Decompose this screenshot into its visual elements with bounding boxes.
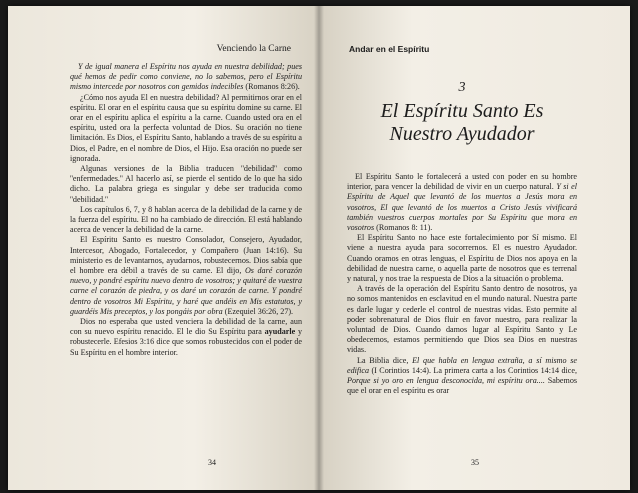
chapter-title-line-2: Nuestro Ayudador	[389, 123, 535, 145]
paragraph	[347, 172, 577, 233]
paragraph	[70, 235, 302, 317]
left-page	[8, 6, 319, 490]
text-segment: (Romanos 8:26).	[243, 82, 300, 92]
paragraph	[347, 233, 577, 284]
text-segment: El Espíritu Santo es nuestro Consolador, Consejero, Ayudador, Intercesor, Abogado, Fortalecedor, y Compañero (Juan 14:16). Su ministerio es de levantarnos, ayudarnos, robustecernos. Dios sabía que el hombre era débil a través de su carne. El dijo,	[70, 235, 302, 276]
paragraph	[70, 164, 302, 205]
italic-text-segment: Y si el Espíritu de Aquel que levantó de los muertos a Jesús mora en vosotros, El que levantó de los muertos a Cristo Jesús vivificará también vuestros cuerpos mortales por Su Espíritu que mora en vosotros	[347, 182, 577, 233]
left-body-text	[70, 62, 302, 358]
paragraph	[70, 317, 302, 358]
right-page-number: 35	[471, 458, 479, 467]
chapter-title	[347, 100, 577, 146]
right-page	[319, 6, 630, 490]
text-segment: (Ezequiel 36:26, 27).	[222, 306, 294, 316]
text-segment: El Espíritu Santo le fortalecerá a usted con poder en su hombre interior, para vencer la debilidad de vivir en un cuerpo natural.	[347, 172, 577, 192]
text-segment: Los capítulos 6, 7, y 8 hablan acerca de la debilidad de la carne y de la fuerza del espíritu. El no ha cambiado de dirección. El está hablando acerca de vencer la debilidad de la carne.	[70, 204, 302, 235]
text-segment: (Romanos 8: 11).	[374, 223, 433, 233]
text-segment: Algunas versiones de la Biblia traducen ''debilidad'' como ''enfermedades.'' Al hacerlo así, se pierde el sentido de lo que ha sido dicho. La palabra griega es singular y debe ser traducida como ''debilidad.''	[70, 164, 302, 204]
text-segment: (I Corintios 14:4). La primera carta a los Corintios 14:14 dice,	[369, 365, 577, 375]
paragraph	[347, 284, 577, 355]
text-segment: ayudarle	[264, 327, 296, 337]
left-page-number: 34	[208, 458, 216, 467]
paragraph	[347, 356, 577, 397]
italic-text-segment: Y de igual manera el Espíritu nos ayuda en nuestra debilidad; pues qué hemos de pedir como conviene, no lo sabemos, pero el Espíritu mismo intercede por nosotros con gemidos indecibles	[70, 62, 302, 92]
italic-text-segment: El que habla en lengua extraña, a sí mismo se edifica	[347, 355, 577, 375]
text-segment: A través de la operación del Espíritu Santo dentro de nosotros, ya no somos mantenidos en esclavitud en el mundo natural. Nuestra parte es darle lugar y cederle el control de nuestras vidas. Esto permite al poder sobrenatural de Dios fluir en favor nuestro, para realizar la voluntad de Dios. Cuando damos lugar al Espíritu Santo y Le obedecemos, estamos permitiendo que Dios sea Dios en nuestras vidas.	[347, 284, 577, 355]
book-spread	[8, 6, 630, 490]
text-segment: ¿Cómo nos ayuda El en nuestra debilidad? Al permitirnos orar en el espíritu. El orar en el espíritu causa que su espíritu domine su carne. El orar en el espíritu aplica el espíritu a la carne. Cuando usted ora en el espíritu, usted ora la perfecta voluntad de Dios. Su oración no tiene limitación. Es Dios, el Espíritu Santo, hablando a través de su espíritu a Dios, el Padre, en el nombre de Dios, el Hijo. Esa oración no puede ser ignorada.	[70, 92, 302, 163]
italic-text-segment: Os daré corazón nuevo, y pondré espíritu nuevo dentro de vosotros; y quitaré de vuestra carne el corazón de piedra, y os daré un corazón de carne. Y pondré dentro de vosotros Mi Espíritu, y haré que andéis en Mis estatutos, y guardéis Mis preceptos, y los pongáis por obra	[70, 266, 302, 316]
italic-text-segment: Porque si yo oro en lengua desconocida, mi espíritu ora....	[347, 376, 545, 386]
paragraph	[70, 62, 302, 93]
text-segment: La Biblia dice,	[357, 355, 413, 365]
right-body-text	[347, 172, 577, 396]
paragraph	[70, 93, 302, 164]
text-segment: y robustecerle. Efesios 3:16 dice que somos robustecidos con el poder de Su Espíritu en el hombre interior.	[70, 327, 302, 357]
chapter-number: 3	[458, 80, 466, 95]
left-running-head: Venciendo la Carne	[216, 44, 291, 54]
book-gutter	[314, 6, 324, 490]
text-segment: El Espíritu Santo no hace este fortalecimiento por Sí mismo. El viene a nuestra ayuda para socorrernos. El es nuestro Ayudador. Cuando oramos en otras lenguas, el Espíritu de Dios nos apoya en la debilidad de nuestra carne, o aquella parte de nosotros que es terrenal y natural, y nos trae la respuesta de Dios a la situación o problema.	[347, 233, 577, 284]
chapter-title-line-1: El Espíritu Santo Es	[380, 100, 544, 122]
right-running-head: Andar en el Espíritu	[349, 44, 430, 54]
text-segment: Sabemos que el orar en el espíritu es orar	[347, 376, 578, 396]
paragraph	[70, 205, 302, 236]
text-segment: Dios no esperaba que usted venciera la debilidad de la carne, aun con su nuevo espíritu renacido. El le dio Su Espíritu para	[70, 317, 302, 337]
